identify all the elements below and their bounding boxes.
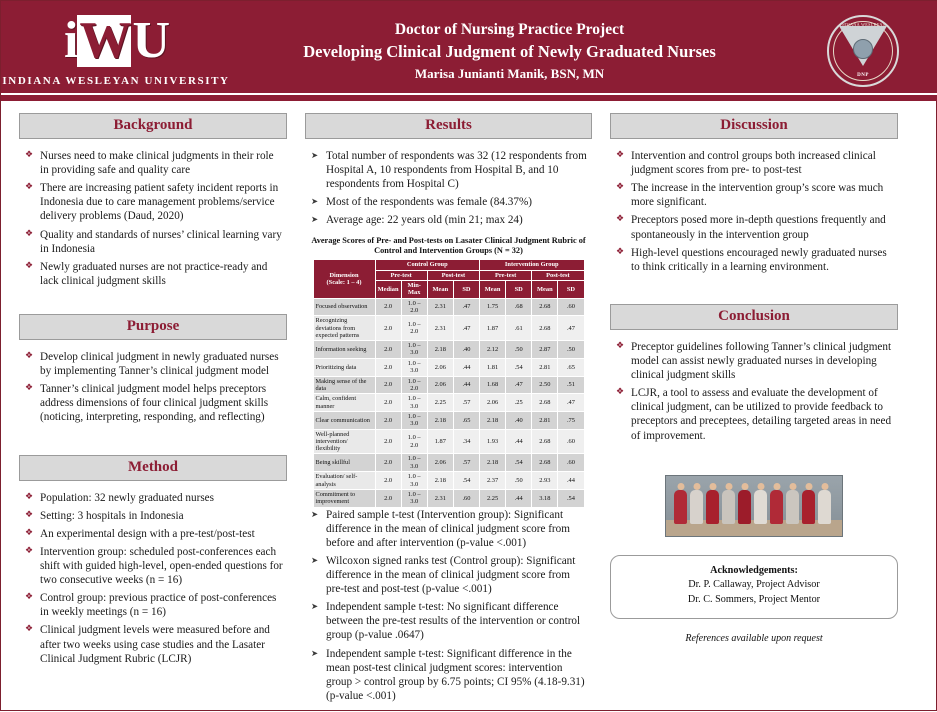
section-heading-purpose: Purpose (19, 314, 287, 340)
cell: .44 (506, 429, 532, 454)
author-name: Marisa Junianti Manik, BSN, MN (414, 65, 605, 81)
photo-person-head (709, 483, 716, 490)
cell: 2.0 (375, 341, 401, 359)
photo-person-head (757, 483, 764, 490)
list-item: ❖ High-level questions encouraged newly graduated nurses to think critically in a learning environment. (616, 246, 894, 274)
table-body (313, 298, 584, 507)
list-item: ❖ Preceptor guidelines following Tanner’s clinical judgment model can assist newly graduated nurses in developing clinical judgment skills (616, 340, 894, 382)
cell: 2.06 (427, 454, 453, 472)
cell: 2.81 (532, 412, 558, 430)
poster-title-block (231, 21, 788, 82)
cell: 2.06 (427, 358, 453, 376)
cell: 1.0 – 3.0 (401, 489, 427, 507)
photo-person-head (773, 483, 780, 490)
iwu-letter-i: i (63, 12, 77, 69)
cell: 2.0 (375, 394, 401, 412)
photo-person-head (725, 483, 732, 490)
list-item: ➤ Independent sample t-test: No significant difference between the pre-test results of the intervention or control group (p-value .0647) (311, 600, 588, 642)
cell: .34 (453, 429, 479, 454)
cell: 1.0 – 2.0 (401, 376, 427, 394)
cell: .44 (453, 358, 479, 376)
list-item: ❖ Clinical judgment levels were measured before and after two weeks using case studies and the Lasater Clinical Judgment Rubric (LCJR) (25, 623, 283, 665)
list-item: ❖ Control group: previous practice of post-conferences in weekly meetings (n = 16) (25, 591, 283, 619)
cell: 2.50 (532, 376, 558, 394)
cell: 2.68 (532, 298, 558, 316)
row-label: Being skillful (313, 454, 375, 472)
cell: 2.87 (532, 341, 558, 359)
cell: .57 (453, 454, 479, 472)
cell: 1.0 – 3.0 (401, 341, 427, 359)
cell: .40 (506, 412, 532, 430)
table-col-header: Median (375, 280, 401, 298)
table-row (313, 454, 584, 472)
spacer (19, 292, 287, 314)
cell: .60 (558, 429, 584, 454)
table-header (313, 260, 584, 298)
seal-globe-icon (853, 39, 873, 59)
cell: 2.93 (532, 472, 558, 490)
list-item: ❖ LCJR, a tool to assess and evaluate the development of clinical judgment, can be utilized to provide feedback to preceptors and preceptees, detailing targeted areas in need of improvement. (616, 386, 894, 442)
row-label: Making sense of the data (313, 376, 375, 394)
spacer (19, 429, 287, 455)
table-caption: Average Scores of Pre- and Post-tests on Lasater Clinical Judgment Rubric of Control and Intervention Groups (N = 32) (311, 235, 586, 255)
table-col-header: SD (453, 280, 479, 298)
photo-person (738, 490, 751, 524)
cell: 2.0 (375, 358, 401, 376)
cell: 1.93 (480, 429, 506, 454)
cell: 2.0 (375, 454, 401, 472)
cell: .54 (453, 472, 479, 490)
photo-person (674, 490, 687, 524)
acknowledgement-line: Dr. C. Sommers, Project Mentor (687, 594, 821, 606)
cell: 1.0 – 3.0 (401, 394, 427, 412)
cell: .47 (506, 376, 532, 394)
dnp-seal-icon (827, 15, 899, 87)
list-item: ❖ Newly graduated nurses are not practice-ready and lack clinical judgment skills (25, 260, 283, 288)
dimension-subheader: (Scale: 1 – 4) (326, 278, 362, 286)
background-list (19, 149, 287, 292)
table-col-dimension (313, 260, 375, 298)
list-item: ❖ The increase in the intervention group’s score was much more significant. (616, 181, 894, 209)
cell: .65 (453, 412, 479, 430)
table-row (313, 429, 584, 454)
column-middle (305, 113, 592, 704)
list-item: ❖ Intervention and control groups both increased clinical judgment scores from pre- to post-test (616, 149, 894, 177)
photo-person (722, 490, 735, 524)
cell: 1.0 – 3.0 (401, 358, 427, 376)
photo-person (706, 490, 719, 524)
list-item: ➤ Paired sample t-test (Intervention group): Significant difference in the mean of clinical judgment score from before and after intervention (p-value <.001) (311, 508, 588, 550)
cell: 2.18 (480, 412, 506, 430)
cell: .47 (453, 316, 479, 341)
group-photo-nurses (665, 475, 843, 537)
table-row (313, 316, 584, 341)
table-col-header: Min-Max (401, 280, 427, 298)
photo-person-head (741, 483, 748, 490)
row-label: Clear communication (313, 412, 375, 430)
purpose-list (19, 350, 287, 429)
table-col-header: Mean (480, 280, 506, 298)
table-group-control: Control Group (375, 260, 480, 270)
photo-person (770, 490, 783, 524)
row-label: Calm, confident manner (313, 394, 375, 412)
photo-person (818, 490, 831, 524)
photo-person-head (821, 483, 828, 490)
section-heading-conclusion: Conclusion (610, 304, 898, 330)
cell: 1.0 – 2.0 (401, 429, 427, 454)
cell: .50 (558, 341, 584, 359)
cell: .44 (453, 376, 479, 394)
photo-person-head (805, 483, 812, 490)
cell: .65 (558, 358, 584, 376)
references-note: References available upon request (685, 632, 823, 644)
dimension-header: Dimension (329, 271, 359, 279)
list-item: ❖ There are increasing patient safety incident reports in Indonesia due to care management problems/service delivery problems (Daud, 2020) (25, 181, 283, 223)
cell: 2.0 (375, 316, 401, 341)
table-row (313, 260, 584, 270)
list-item: ➤ Average age: 22 years old (min 21; max 24) (311, 213, 588, 227)
row-label: Recognizing deviations from expected patterns (313, 316, 375, 341)
row-label: Evaluation/ self-analysis (313, 472, 375, 490)
cell: 1.87 (427, 429, 453, 454)
cell: .51 (558, 376, 584, 394)
table-row (313, 394, 584, 412)
cell: .61 (506, 316, 532, 341)
cell: .40 (453, 341, 479, 359)
results-list (305, 149, 592, 232)
row-label: Commitment to improvement (313, 489, 375, 507)
list-item: ➤ Most of the respondents was female (84.37%) (311, 195, 588, 209)
cell: 2.68 (532, 394, 558, 412)
row-label: Focused observation (313, 298, 375, 316)
cell: .47 (558, 394, 584, 412)
cell: 2.18 (480, 454, 506, 472)
cell: 1.0 – 2.0 (401, 316, 427, 341)
table-row (313, 358, 584, 376)
cell: .60 (558, 298, 584, 316)
cell: .50 (506, 472, 532, 490)
table-row (313, 472, 584, 490)
cell: 2.68 (532, 316, 558, 341)
poster-header (1, 1, 937, 101)
cell: .57 (453, 394, 479, 412)
section-heading-results: Results (305, 113, 592, 139)
cell: 3.18 (532, 489, 558, 507)
cell: 2.18 (427, 341, 453, 359)
cell: 2.31 (427, 298, 453, 316)
table-row (313, 341, 584, 359)
acknowledgement-line: Dr. P. Callaway, Project Advisor (688, 579, 820, 591)
cell: .54 (506, 358, 532, 376)
row-label: Well-planned intervention/ flexibility (313, 429, 375, 454)
cell: 2.18 (427, 472, 453, 490)
spacer (610, 278, 898, 304)
table-group-intervention: Intervention Group (480, 260, 585, 270)
cell: 2.0 (375, 298, 401, 316)
photo-person (802, 490, 815, 524)
results-table (313, 259, 585, 507)
cell: 2.31 (427, 489, 453, 507)
seal-top-text: INDIANA WESLEYAN UNIVERSITY (839, 22, 886, 32)
photo-person (690, 490, 703, 524)
photo-person-head (693, 483, 700, 490)
cell: 2.06 (427, 376, 453, 394)
photo-person-head (677, 483, 684, 490)
cell: 1.0 – 2.0 (401, 298, 427, 316)
row-label: Information seeking (313, 341, 375, 359)
statistics-list (305, 508, 592, 707)
row-label: Prioritizing data (313, 358, 375, 376)
cell: 2.06 (480, 394, 506, 412)
list-item: ➤ Total number of respondents was 32 (12 respondents from Hospital A, 10 respondents from Hospital B, and 10 respondents from Hospital C) (311, 149, 588, 191)
cell: 1.87 (480, 316, 506, 341)
cell: 1.75 (480, 298, 506, 316)
list-item: ❖ Setting: 3 hospitals in Indonesia (25, 509, 283, 523)
cell: .54 (558, 489, 584, 507)
poster-body (1, 101, 937, 712)
conclusion-list (610, 340, 898, 447)
cell: 2.68 (532, 429, 558, 454)
cell: .75 (558, 412, 584, 430)
cell: 2.25 (427, 394, 453, 412)
table-sub-intervention-post: Post-test (532, 270, 584, 280)
iwu-letter-w: W (79, 12, 130, 69)
cell: 2.0 (375, 376, 401, 394)
cell: .25 (506, 394, 532, 412)
cell: 1.0 – 3.0 (401, 454, 427, 472)
list-item: ➤ Independent sample t-test: Significant difference in the mean post-test clinical judgment scores: intervention group > control group by 6.75 points; CI 95% (4.18-9.31) (p-value <.001) (311, 647, 588, 703)
list-item: ❖ Develop clinical judgment in newly graduated nurses by implementing Tanner’s clinical judgment model (25, 350, 283, 378)
list-item: ❖ Intervention group: scheduled post-conferences each shift with guided high-level, open-ended questions for two consecutive weeks (n = 16) (25, 545, 283, 587)
list-item: ❖ Nurses need to make clinical judgments in their role in providing safe and quality care (25, 149, 283, 177)
cell: .68 (506, 298, 532, 316)
cell: 2.31 (427, 316, 453, 341)
cell: .44 (558, 472, 584, 490)
table-col-header: SD (558, 280, 584, 298)
cell: 1.0 – 3.0 (401, 472, 427, 490)
list-item: ❖ Quality and standards of nurses’ clinical learning vary in Indonesia (25, 228, 283, 256)
cell: 2.37 (480, 472, 506, 490)
table-sub-intervention-pre: Pre-test (480, 270, 532, 280)
photo-person-head (789, 483, 796, 490)
table-col-header: Mean (532, 280, 558, 298)
university-name: INDIANA WESLEYAN UNIVERSITY (2, 75, 230, 87)
header-divider (1, 93, 937, 95)
iwu-letter-u: U (132, 12, 168, 69)
discussion-list (610, 149, 898, 278)
acknowledgements-box (610, 555, 898, 619)
list-item: ❖ Tanner’s clinical judgment model helps preceptors address dimensions of four clinical judgment skills (noticing, interpreting, responding, and reflecting) (25, 382, 283, 424)
table-sub-control-pre: Pre-test (375, 270, 427, 280)
dnp-seal-container (788, 1, 937, 101)
table-col-header: SD (506, 280, 532, 298)
cell: 2.25 (480, 489, 506, 507)
cell: .44 (506, 489, 532, 507)
cell: 1.68 (480, 376, 506, 394)
table-row (313, 489, 584, 507)
section-heading-method: Method (19, 455, 287, 481)
project-type: Doctor of Nursing Practice Project (394, 20, 625, 38)
cell: .60 (453, 489, 479, 507)
list-item: ➤ Wilcoxon signed ranks test (Control group): Significant difference in the mean of clinical judgment score from pre-test and post-test (p-value <.001) (311, 554, 588, 596)
method-list (19, 491, 287, 670)
cell: .47 (453, 298, 479, 316)
cell: 2.0 (375, 429, 401, 454)
cell: 2.18 (427, 412, 453, 430)
table-row (313, 412, 584, 430)
list-item: ❖ Preceptors posed more in-depth questions frequently and spontaneously in the intervention group (616, 213, 894, 241)
cell: 2.68 (532, 454, 558, 472)
cell: 2.0 (375, 472, 401, 490)
cell: 2.0 (375, 412, 401, 430)
cell: .50 (506, 341, 532, 359)
cell: 2.0 (375, 489, 401, 507)
acknowledgements-title: Acknowledgements: (710, 564, 798, 576)
photo-person (786, 490, 799, 524)
cell: .54 (506, 454, 532, 472)
column-right (610, 113, 898, 704)
spacer (610, 447, 898, 469)
cell: 1.81 (480, 358, 506, 376)
list-item: ❖ An experimental design with a pre-test/post-test (25, 527, 283, 541)
seal-bottom-text: DNP (857, 73, 869, 78)
table-row (313, 376, 584, 394)
cell: 2.81 (532, 358, 558, 376)
table-row (313, 298, 584, 316)
cell: .47 (558, 316, 584, 341)
section-heading-background: Background (19, 113, 287, 139)
section-heading-discussion: Discussion (610, 113, 898, 139)
page-title: Developing Clinical Judgment of Newly Graduated Nurses (303, 41, 716, 61)
cell: .60 (558, 454, 584, 472)
column-left (19, 113, 287, 704)
photo-person (754, 490, 767, 524)
table-col-header: Mean (427, 280, 453, 298)
cell: 2.12 (480, 341, 506, 359)
table-sub-control-post: Post-test (427, 270, 479, 280)
list-item: ❖ Population: 32 newly graduated nurses (25, 491, 283, 505)
iwu-wordmark (63, 12, 168, 69)
cell: 1.0 – 3.0 (401, 412, 427, 430)
university-logo (1, 1, 231, 101)
